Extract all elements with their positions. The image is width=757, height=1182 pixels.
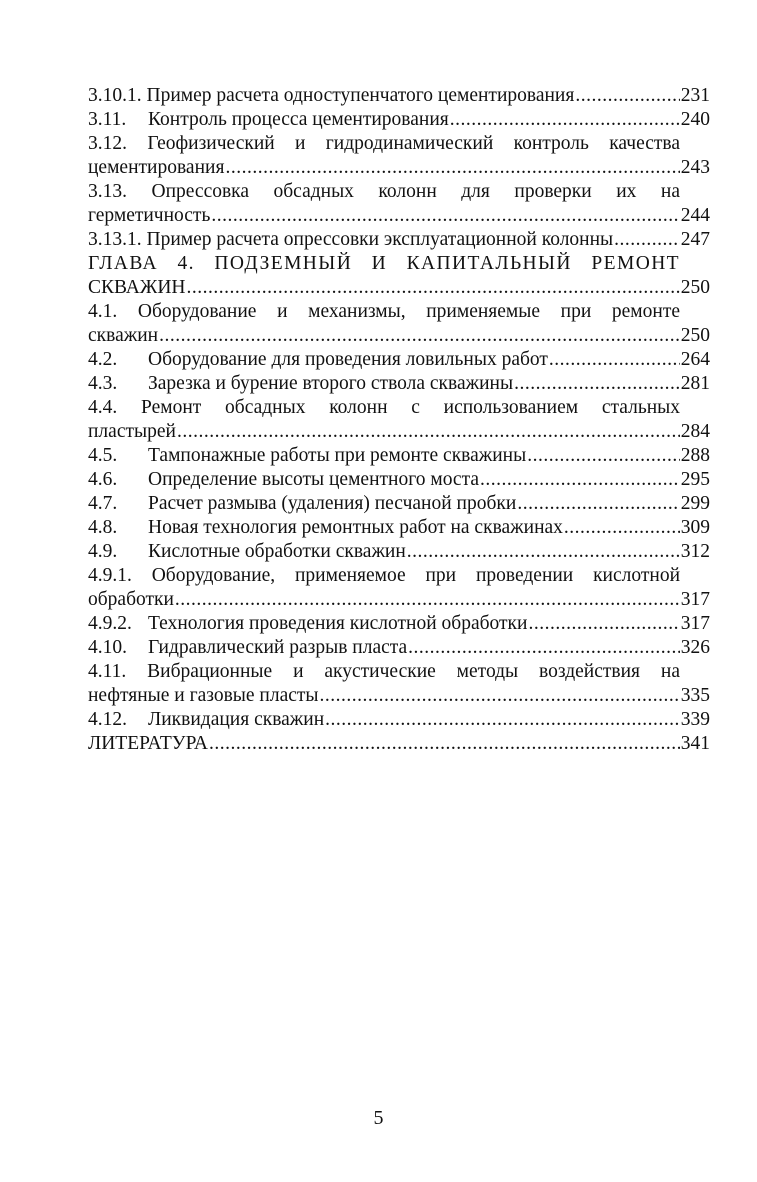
toc-entry-3-13-1[interactable] [88, 228, 710, 252]
toc-title-first-line: Ремонт обсадных колонн с использованием стальных [141, 397, 681, 418]
toc-title-first-line: ПОДЗЕМНЫЙ И КАПИТАЛЬНЫЙ РЕМОНТ [214, 253, 680, 274]
toc-page-number: 240 [680, 109, 710, 130]
toc-title: Ликвидация скважин [148, 709, 325, 730]
toc-title-first-line: Вибрационные и акустические методы воздействия на [147, 661, 680, 682]
toc-title-first-line: Опрессовка обсадных колонн для проверки их на [151, 181, 680, 202]
dot-leader [514, 372, 680, 396]
toc-entry-4-7[interactable] [88, 492, 710, 516]
toc-page-number: 295 [680, 469, 710, 490]
toc-entry-3-11[interactable] [88, 108, 710, 132]
toc-page-number: 326 [680, 637, 710, 658]
toc-page-number: 264 [680, 349, 710, 370]
toc-page-number: 341 [680, 733, 710, 754]
page-number: 5 [373, 1107, 384, 1129]
dot-leader [175, 588, 680, 612]
toc-title-first-line: Оборудование и механизмы, применяемые при ремонте [137, 301, 680, 322]
toc-title: герметичность [88, 205, 211, 226]
toc-entry-3-10-1[interactable] [88, 84, 710, 108]
toc-entry-4-9[interactable] [88, 540, 710, 564]
dot-leader [211, 204, 679, 228]
toc-title: скважин [88, 325, 159, 346]
toc-number: 4.3. [88, 373, 118, 394]
toc-title: Гидравлический разрыв пласта [148, 637, 408, 658]
toc-number: 4.9.1. [88, 565, 132, 586]
dot-leader [480, 468, 680, 492]
toc-entry-4-1[interactable] [88, 300, 710, 348]
toc-entry-4-6[interactable] [88, 468, 710, 492]
toc-number: 4.6. [88, 469, 118, 490]
toc-number: 4.7. [88, 493, 118, 514]
toc-number: 4.5. [88, 445, 118, 466]
toc-entry-4-9-1[interactable] [88, 564, 710, 612]
dot-leader [564, 516, 680, 540]
toc-entry-3-12[interactable] [88, 132, 710, 180]
dot-leader [159, 324, 680, 348]
toc-title: Тампонажные работы при ремонте скважины [148, 445, 527, 466]
toc-page-number: 281 [680, 373, 710, 394]
toc-page-number: 335 [680, 685, 710, 706]
toc-title: обработки [88, 589, 174, 610]
toc-title: пластырей [88, 421, 176, 442]
toc-chapter-number: ГЛАВА 4. [88, 253, 195, 274]
toc-title: Зарезка и бурение второго ствола скважины [148, 373, 514, 394]
toc-number: 3.13. [88, 181, 127, 202]
toc-title: цементирования [88, 157, 225, 178]
toc-page-number: 284 [680, 421, 710, 442]
dot-leader [187, 276, 680, 300]
toc-title: Кислотные обработки скважин [148, 541, 406, 562]
dot-leader [408, 636, 680, 660]
toc-entry-4-12[interactable] [88, 708, 710, 732]
dot-leader [614, 228, 680, 252]
toc-page-number: 231 [680, 85, 710, 106]
toc-entry-literature[interactable] [88, 732, 710, 756]
toc-title: Технология проведения кислотной обработки [148, 613, 528, 634]
toc-page-number: 247 [680, 229, 710, 250]
dot-leader [575, 84, 679, 108]
dot-leader [209, 732, 680, 756]
toc-entry-chapter-4[interactable] [88, 252, 710, 300]
toc-page-number: 243 [680, 157, 710, 178]
toc-entry-4-3[interactable] [88, 372, 710, 396]
toc-entry-4-10[interactable] [88, 636, 710, 660]
toc-page-number: 309 [680, 517, 710, 538]
toc-title: Пример расчета опрессовки эксплуатационной колонны [146, 229, 614, 250]
toc-entry-4-8[interactable] [88, 516, 710, 540]
dot-leader [325, 708, 680, 732]
toc-page-number: 250 [680, 277, 710, 298]
toc-title: Определение высоты цементного моста [148, 469, 479, 490]
toc-number: 4.4. [88, 397, 118, 418]
toc-entry-3-13[interactable] [88, 180, 710, 228]
dot-leader [517, 492, 679, 516]
toc-page-number: 339 [680, 709, 710, 730]
toc-title-first-line: Геофизический и гидродинамический контроль качества [147, 133, 681, 154]
toc-title: Пример расчета одноступенчатого цементирования [146, 85, 575, 106]
toc-number: 4.2. [88, 349, 118, 370]
toc-entry-4-9-2[interactable] [88, 612, 710, 636]
toc-number: 4.9. [88, 541, 118, 562]
toc-number: 3.13.1. [88, 229, 142, 250]
table-of-contents [88, 84, 710, 756]
toc-number: 3.12. [88, 133, 127, 154]
dot-leader [225, 156, 679, 180]
toc-page-number: 312 [680, 541, 710, 562]
toc-page-number: 299 [680, 493, 710, 514]
dot-leader [528, 612, 679, 636]
toc-number: 4.8. [88, 517, 118, 538]
toc-number: 3.10.1. [88, 85, 142, 106]
toc-title-first-line: Оборудование, применяемое при проведении кислотной [151, 565, 681, 586]
toc-number: 4.1. [88, 301, 118, 322]
dot-leader [320, 684, 680, 708]
toc-number: 3.11. [88, 109, 127, 130]
toc-title: нефтяные и газовые пласты [88, 685, 319, 706]
toc-entry-4-5[interactable] [88, 444, 710, 468]
toc-page-number: 288 [680, 445, 710, 466]
dot-leader [549, 348, 680, 372]
toc-page-number: 250 [680, 325, 710, 346]
toc-title: Новая технология ремонтных работ на скважинах [148, 517, 563, 538]
toc-number: 4.11. [88, 661, 127, 682]
toc-number: 4.9.2. [88, 613, 132, 634]
toc-page-number: 244 [680, 205, 710, 226]
dot-leader [177, 420, 680, 444]
toc-entry-4-2[interactable] [88, 348, 710, 372]
toc-title: СКВАЖИН [88, 277, 186, 298]
toc-title: Оборудование для проведения ловильных работ [148, 349, 548, 370]
toc-number: 4.12. [88, 709, 127, 730]
toc-page-number: 317 [680, 589, 710, 610]
toc-entry-4-4[interactable] [88, 396, 710, 444]
dot-leader [407, 540, 680, 564]
toc-title: Контроль процесса цементирования [148, 109, 449, 130]
toc-entry-4-11[interactable] [88, 660, 710, 708]
toc-title: ЛИТЕРАТУРА [88, 733, 208, 754]
dot-leader [527, 444, 680, 468]
toc-title: Расчет размыва (удаления) песчаной пробки [148, 493, 517, 514]
dot-leader [450, 108, 680, 132]
toc-page-number: 317 [680, 613, 710, 634]
toc-number: 4.10. [88, 637, 127, 658]
